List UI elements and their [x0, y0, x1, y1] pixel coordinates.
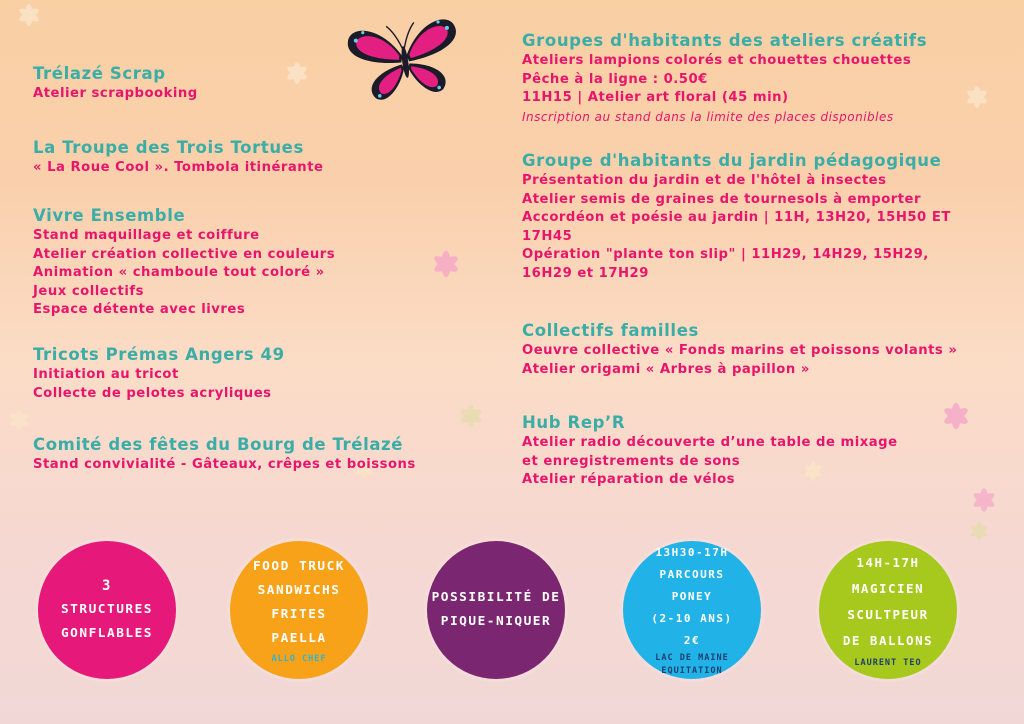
section-line: « La Roue Cool ». Tombola itinérante: [33, 160, 324, 175]
circle-line: STRUCTURES: [60, 602, 154, 617]
section-title: Comité des fêtes du Bourg de Trélazé: [33, 435, 404, 454]
flower-decoration-icon: [966, 518, 992, 544]
circle-subtitle: EQUITATION: [661, 666, 723, 676]
circle-line: POSSIBILITÉ DE: [431, 590, 561, 605]
flower-decoration-icon: [455, 400, 487, 432]
section-title: Trélazé Scrap: [33, 64, 166, 83]
circle-line: 3: [102, 578, 112, 594]
section-jardin-pedagogique: [522, 150, 1012, 283]
section-title: Tricots Prémas Angers 49: [33, 345, 285, 364]
section-line: Accordéon et poésie au jardin | 11H, 13H20, 15H50 ET 17H45: [522, 210, 951, 244]
circle-line: FOOD TRUCK: [252, 558, 346, 574]
section-line: Atelier scrapbooking: [33, 86, 198, 101]
section-troupe-trois-tortues: [33, 137, 493, 178]
circle-line: SANDWICHS: [257, 582, 341, 598]
section-title: Vivre Ensemble: [33, 206, 186, 225]
section-line: Stand maquillage et coiffure: [33, 228, 260, 243]
section-title: Groupe d'habitants du jardin pédagogique: [522, 151, 942, 170]
flower-decoration-icon: [14, 0, 44, 30]
section-line: Espace détente avec livres: [33, 302, 246, 317]
section-line: Atelier réparation de vélos: [522, 472, 736, 487]
circle-pique-nique: [427, 541, 565, 679]
section-line: Stand convivialité - Gâteaux, crêpes et boissons: [33, 457, 416, 472]
circle-line: FRITES: [271, 606, 327, 622]
circle-parcours-poney: [623, 541, 761, 679]
section-collectifs-familles: [522, 320, 1012, 379]
circle-line: SCULTPEUR: [847, 607, 929, 622]
section-line: Collecte de pelotes acryliques: [33, 385, 272, 401]
section-vivre-ensemble: [33, 205, 493, 320]
section-tricots-premas: [33, 344, 493, 403]
circle-line: 14H-17H: [856, 555, 920, 570]
circle-line: MAGICIEN: [851, 581, 925, 596]
section-line: Atelier origami « Arbres à papillon »: [522, 361, 810, 377]
circle-line: GONFLABLES: [60, 626, 154, 641]
section-title: La Troupe des Trois Tortues: [33, 138, 304, 157]
section-title: Groupes d'habitants des ateliers créatifs: [522, 31, 928, 50]
section-title: Collectifs familles: [522, 321, 699, 340]
circle-structures-gonflables: [38, 541, 176, 679]
circle-subtitle: LAC DE MAINE: [655, 653, 729, 663]
section-ateliers-creatifs: [522, 30, 1012, 126]
section-line: Initiation au tricot: [33, 367, 179, 382]
section-note: Inscription au stand dans la limite des places disponibles: [522, 109, 894, 124]
section-line: 11H15 | Atelier art floral (45 min): [522, 90, 789, 105]
section-line: Présentation du jardin et de l'hôtel à insectes: [522, 173, 887, 188]
section-line: Pêche à la ligne : 0.50€: [522, 71, 708, 87]
circle-subtitle: LAURENT TEO: [854, 658, 922, 668]
circle-subtitle: ALLO CHEF: [271, 653, 327, 664]
circle-line: PAELLA: [271, 630, 327, 646]
section-trelaze-scrap: [33, 63, 493, 104]
circle-magicien: [819, 541, 957, 679]
circle-line: PONEY: [671, 590, 713, 603]
section-hub-repr: [522, 412, 1012, 490]
section-line: Opération "plante ton slip" | 11H29, 14H29, 15H29, 16H29 et 17H29: [522, 247, 929, 281]
circle-line: DE BALLONS: [842, 633, 934, 648]
section-line: Atelier création collective en couleurs: [33, 246, 336, 262]
circle-line: 2€: [683, 634, 701, 647]
circle-line: PARCOURS: [659, 568, 725, 581]
circle-line: (2-10 ANS): [651, 612, 733, 625]
circle-food-truck: [230, 541, 368, 679]
section-comite-des-fetes: [33, 434, 493, 475]
flower-decoration-icon: [5, 406, 33, 434]
circle-line: PIQUE-NIQUER: [440, 614, 552, 629]
section-line: Atelier radio découverte d’une table de mixage: [522, 435, 898, 450]
section-line: Ateliers lampions colorés et chouettes chouettes: [522, 53, 912, 68]
circle-line: 13H30-17H: [655, 546, 729, 559]
section-line: Jeux collectifs: [33, 283, 144, 299]
section-line: Oeuvre collective « Fonds marins et poissons volants »: [522, 343, 958, 358]
section-line: Atelier semis de graines de tournesols à emporter: [522, 191, 922, 207]
section-title: Hub Rep’R: [522, 413, 626, 432]
section-line: Animation « chamboule tout coloré »: [33, 265, 325, 280]
section-line: et enregistrements de sons: [522, 453, 741, 469]
